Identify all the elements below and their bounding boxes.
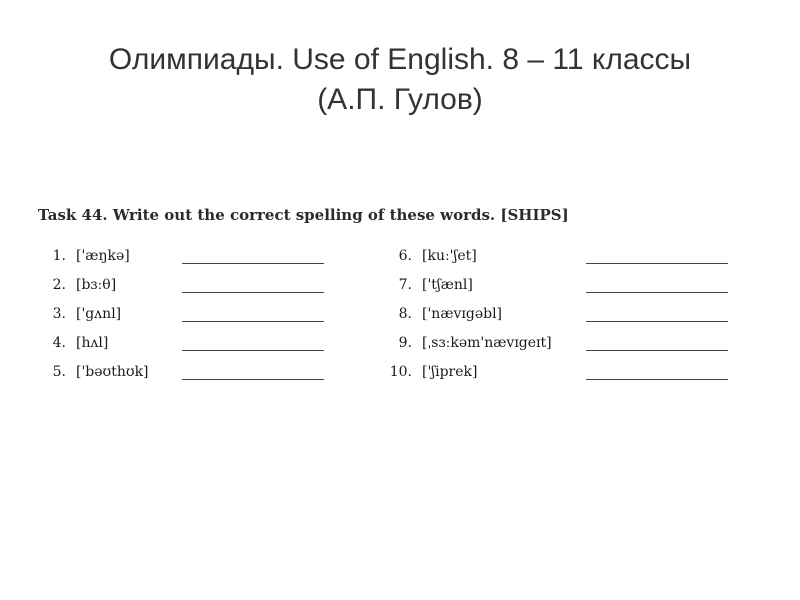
item-transcription: [bɜːθ]	[76, 277, 117, 293]
answer-blank	[182, 350, 324, 351]
item-transcription: ['tʃænl]	[422, 277, 473, 293]
answer-blank	[586, 292, 728, 293]
item-transcription: [ˌsɜːkəm'nævɪgeɪt]	[422, 335, 552, 351]
item-number: 1.	[52, 248, 66, 264]
item-number: 7.	[398, 277, 412, 293]
item-number: 9.	[398, 335, 412, 351]
item-number: 8.	[398, 306, 412, 322]
slide-title	[0, 40, 800, 120]
item-transcription: ['bəʊthʊk]	[76, 364, 149, 380]
item-number: 6.	[398, 248, 412, 264]
item-number: 3.	[52, 306, 66, 322]
item-number: 4.	[52, 335, 66, 351]
answer-blank	[586, 350, 728, 351]
item-transcription: ['gʌnl]	[76, 306, 122, 322]
answer-blank	[586, 263, 728, 264]
answer-blank	[586, 321, 728, 322]
task-heading: Task 44. Write out the correct spelling of these words. [SHIPS]	[38, 206, 569, 224]
answer-blank	[182, 292, 324, 293]
answer-blank	[586, 379, 728, 380]
answer-blank	[182, 263, 324, 264]
item-number: 2.	[52, 277, 66, 293]
item-number: 10.	[389, 364, 412, 380]
item-transcription: ['æŋkə]	[76, 248, 130, 264]
item-transcription: [hʌl]	[76, 335, 109, 351]
item-transcription: ['nævɪgəbl]	[422, 306, 503, 322]
item-transcription: [kuː'ʃet]	[422, 248, 477, 264]
item-transcription: ['ʃiprek]	[422, 364, 478, 380]
answer-blank	[182, 379, 324, 380]
answer-blank	[182, 321, 324, 322]
item-number: 5.	[52, 364, 66, 380]
slide-title-line-2: (А.П. Гулов)	[317, 83, 483, 116]
slide-title-line-1: Олимпиады. Use of English. 8 – 11 классы	[108, 43, 692, 76]
